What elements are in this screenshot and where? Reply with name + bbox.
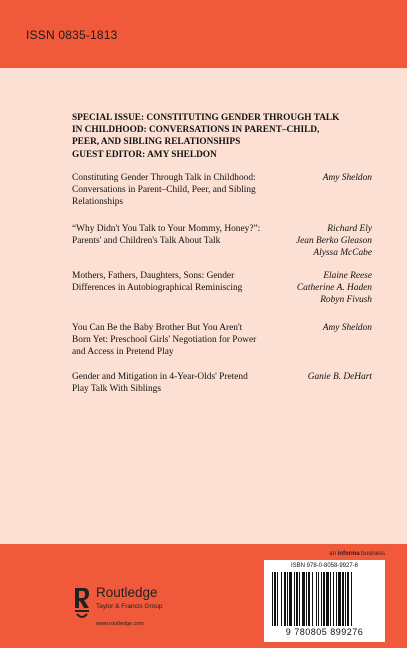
special-issue-line: PEER, AND SIBLING RELATIONSHIPS [72, 137, 241, 148]
barcode-bar [316, 572, 317, 626]
publisher-group: Taylor & Francis Group [96, 603, 163, 610]
barcode-bar [284, 572, 286, 626]
barcode-bar [326, 572, 329, 626]
informa-brand: informa [337, 551, 360, 557]
barcode-bar [272, 572, 273, 626]
barcode-bar [289, 572, 292, 626]
barcode-bar [323, 572, 325, 626]
barcode-bar [294, 572, 295, 626]
barcode-box [264, 560, 385, 642]
barcode-bar [287, 572, 288, 626]
barcode-digits: 9 780805 899276 [285, 627, 364, 637]
title-line: and Access in Pretend Play [72, 347, 174, 357]
informa-prefix: an [329, 551, 338, 557]
author-name: Amy Sheldon [322, 173, 372, 183]
barcode-bar [351, 572, 352, 626]
article-title [72, 172, 287, 208]
barcode-bar [342, 572, 344, 626]
barcode-bar [347, 572, 349, 626]
barcode-icon [270, 572, 379, 626]
barcode-bar [321, 572, 322, 626]
informa-business-tag [329, 551, 385, 557]
barcode-bar [336, 572, 337, 626]
title-line: Conversations in Parent–Child, Peer, and Sibling [72, 185, 256, 195]
author-name: Catherine A. Haden [296, 283, 372, 293]
article-title [72, 371, 287, 395]
barcode-bar [302, 572, 305, 626]
barcode-bar [338, 572, 341, 626]
article-authors [323, 172, 372, 184]
article-authors [296, 223, 372, 259]
title-line: “Why Didn't You Talk to Your Mommy, Honey?”: [72, 224, 261, 234]
routledge-logo-icon [73, 586, 91, 622]
barcode-bar [330, 572, 331, 626]
barcode-bar [274, 572, 276, 626]
author-name: Jean Berko Gleason [295, 236, 372, 246]
special-issue-line: SPECIAL ISSUE: CONSTITUTING GENDER THROUGH TALK [72, 113, 340, 123]
issn-number: ISSN 0835-1813 [26, 28, 118, 42]
title-line: Mothers, Fathers, Daughters, Sons: Gender [72, 271, 235, 281]
barcode-bar [308, 572, 310, 626]
barcode-bar [306, 572, 307, 626]
article-title [72, 270, 287, 294]
barcode-bar [312, 572, 313, 626]
informa-suffix: business [359, 551, 385, 557]
special-issue-line: IN CHILDHOOD: CONVERSATIONS IN PARENT–CHILD, [72, 125, 320, 136]
title-line: Play Talk With Siblings [72, 384, 161, 394]
article-authors [308, 371, 372, 383]
title-line: Parents' and Children's Talk About Talk [72, 236, 221, 246]
special-issue-heading [72, 112, 382, 161]
publisher-name: Routledge [96, 585, 158, 600]
title-line: Relationships [72, 197, 124, 207]
guest-editor-line: GUEST EDITOR: AMY SHELDON [72, 149, 217, 160]
title-line: Gender and Mitigation in 4-Year-Olds' Pretend [72, 372, 248, 382]
barcode-bar [299, 572, 300, 626]
barcode-bar [277, 572, 278, 626]
barcode-bar [318, 572, 319, 626]
article-title [72, 223, 287, 247]
article-authors [323, 322, 372, 334]
title-line: Constituting Gender Through Talk in Childhood: [72, 173, 256, 183]
article-title [72, 322, 287, 358]
barcode-bar [345, 572, 346, 626]
author-name: Elaine Reese [323, 271, 372, 281]
article-authors [297, 270, 372, 306]
title-line: You Can Be the Baby Brother But You Aren't [72, 323, 243, 333]
author-name: Alyssa McCabe [313, 248, 372, 258]
barcode-bar [281, 572, 282, 626]
title-line: Born Yet: Preschool Girls' Negotiation for Power [72, 335, 257, 345]
author-name: Amy Sheldon [322, 323, 372, 333]
title-line: Differences in Autobiographical Reminiscing [72, 283, 243, 293]
publisher-url: www.routledge.com [96, 621, 144, 627]
author-name: Richard Ely [327, 224, 372, 234]
author-name: Robyn Fivush [320, 295, 372, 305]
barcode-isbn: ISBN 978-0-8058-9927-6 [290, 563, 359, 569]
author-name: Ganie B. DeHart [307, 372, 372, 382]
barcode-bar [333, 572, 334, 626]
barcode-bar [296, 572, 298, 626]
